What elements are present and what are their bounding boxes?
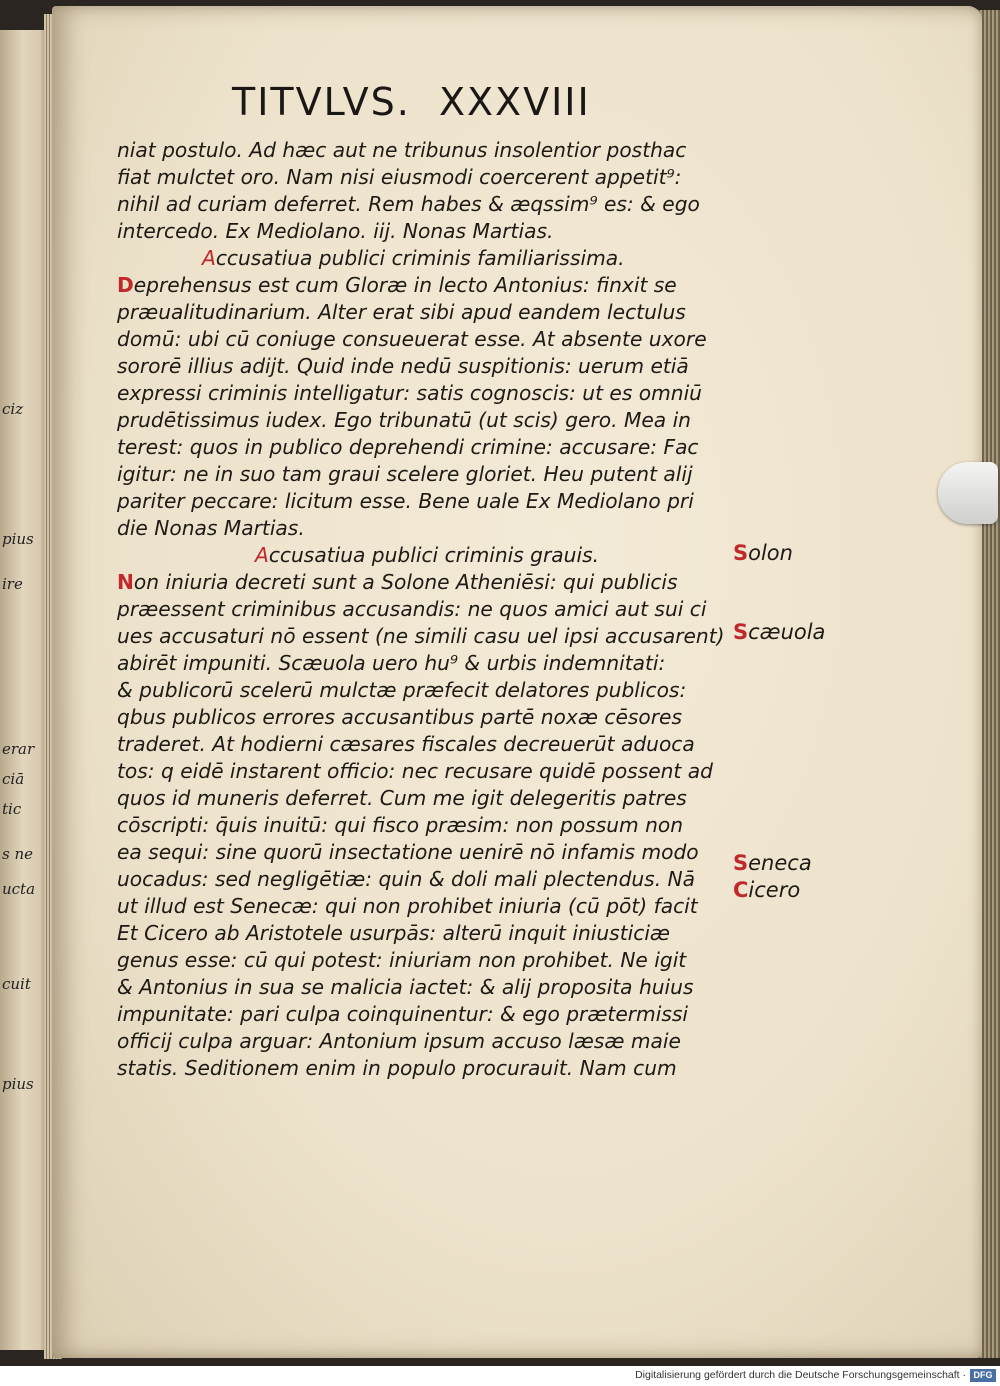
left-page-fragment: pius — [2, 530, 34, 548]
text-line: impunitate: pari culpa coinquinentur: & ego prætermissi — [117, 1002, 688, 1026]
margin-note-cicero: Cicero — [733, 878, 801, 902]
text-line: abirēt impuniti. Scæuola uero hu⁹ & urbis indemnitati: — [117, 651, 666, 675]
rubric-heading: Accusatiua publici criminis familiarissima. — [202, 246, 625, 270]
text-line: terest: quos in publico deprehendi crimine: accusare: Fac — [117, 435, 699, 459]
left-page-fragment: pius — [2, 1075, 34, 1093]
text-line-with-initial: Non iniuria decreti sunt a Solone Atheniēsi: qui publicis — [117, 570, 678, 594]
text-line: quos id muneris deferret. Cum me igit delegeritis patres — [117, 786, 687, 810]
text-line: igitur: ne in suo tam graui scelere gloriet. Heu putent alij — [117, 462, 693, 486]
left-facing-page — [0, 30, 50, 1350]
text-line: cōscripti: q̄uis inuitū: qui fisco præsim: non possum non — [117, 813, 684, 837]
text-line: ut illud est Senecæ: qui non prohibet iniuria (cū pōt) facit — [117, 894, 698, 918]
text-line: Et Cicero ab Aristotele usurpās: alterū inquit iniusticiæ — [117, 921, 671, 945]
text-line: uocadus: sed negligētiæ: quin & doli mali plectendus. Nā — [117, 867, 696, 891]
page-clip — [938, 462, 998, 524]
text-line: pariter peccare: licitum esse. Bene uale Ex Mediolano pri — [117, 489, 694, 513]
text-line: traderet. At hodierni cæsares fiscales decreuerūt aduoca — [117, 732, 695, 756]
text-line: fiat mulctet oro. Nam nisi eiusmodi coercerent appetit⁹: — [117, 165, 682, 189]
footer-bar — [0, 1366, 1000, 1386]
text-line: prudētissimus iudex. Ego tribunatū (ut scis) gero. Mea in — [117, 408, 691, 432]
text-line: tos: q eidē instarent officio: nec recusare quidē possent ad — [117, 759, 713, 783]
left-page-fragment: s ne — [2, 845, 34, 863]
left-page-fragment: ciz — [2, 400, 24, 418]
margin-note-solon: Solon — [733, 541, 793, 565]
text-line: niat postulo. Ad hæc aut ne tribunus insolentior posthac — [117, 138, 687, 162]
left-page-fragment: cuit — [2, 975, 31, 993]
text-line: præualitudinarium. Alter erat sibi apud eandem lectulus — [117, 300, 686, 324]
left-page-fragment: ucta — [2, 880, 36, 898]
text-line: domū: ubi cū coniuge consueuerat esse. At absente uxore — [117, 327, 707, 351]
margin-note-seneca: Seneca — [733, 851, 812, 875]
footer-credit: Digitalisierung gefördert durch die Deutsche Forschungsgemeinschaft · — [635, 1369, 966, 1381]
text-line: ues accusaturi nō essent (ne simili casu uel ipsi accusarent) — [117, 624, 725, 648]
text-line: genus esse: cū qui potest: iniuriam non prohibet. Ne igit — [117, 948, 687, 972]
text-line: & Antonius in sua se malicia iactet: & alij proposita huius — [117, 975, 694, 999]
running-title: TITVLVS. XXXVIII — [232, 80, 591, 124]
text-line: officij culpa arguar: Antonium ipsum accuso læsæ maie — [117, 1029, 681, 1053]
text-line: qbus publicos errores accusantibus partē noxæ cēsores — [117, 705, 682, 729]
left-page-fragment: ire — [2, 575, 23, 593]
text-line: statis. Seditionem enim in populo procurauit. Nam cum — [117, 1056, 677, 1080]
text-line: nihil ad curiam deferret. Rem habes & æqssim⁹ es: & ego — [117, 192, 700, 216]
margin-note-scaeuola: Scæuola — [733, 620, 826, 644]
dfg-logo: DFG — [970, 1369, 996, 1382]
text-line: præessent criminibus accusandis: ne quos amici aut sui ci — [117, 597, 707, 621]
rubric-heading: Accusatiua publici criminis grauis. — [255, 543, 600, 567]
text-line: sororē illius adijt. Quid inde nedū suspitionis: uerum etiā — [117, 354, 689, 378]
text-line: & publicorū scelerū mulctæ præfecit delatores publicos: — [117, 678, 687, 702]
left-page-fragment: ciā — [2, 770, 25, 788]
text-line: intercedo. Ex Mediolano. iij. Nonas Martias. — [117, 219, 554, 243]
text-line: die Nonas Martias. — [117, 516, 305, 540]
left-page-fragment: erar — [2, 740, 35, 758]
text-line-with-initial: Deprehensus est cum Gloræ in lecto Antonius: finxit se — [117, 273, 677, 297]
left-page-fragment: tic — [2, 800, 22, 818]
text-line: ea sequi: sine quorū insectatione uenirē nō infamis modo — [117, 840, 699, 864]
text-line: expressi criminis intelligatur: satis cognoscis: ut es omniū — [117, 381, 702, 405]
body-text — [117, 137, 757, 1082]
